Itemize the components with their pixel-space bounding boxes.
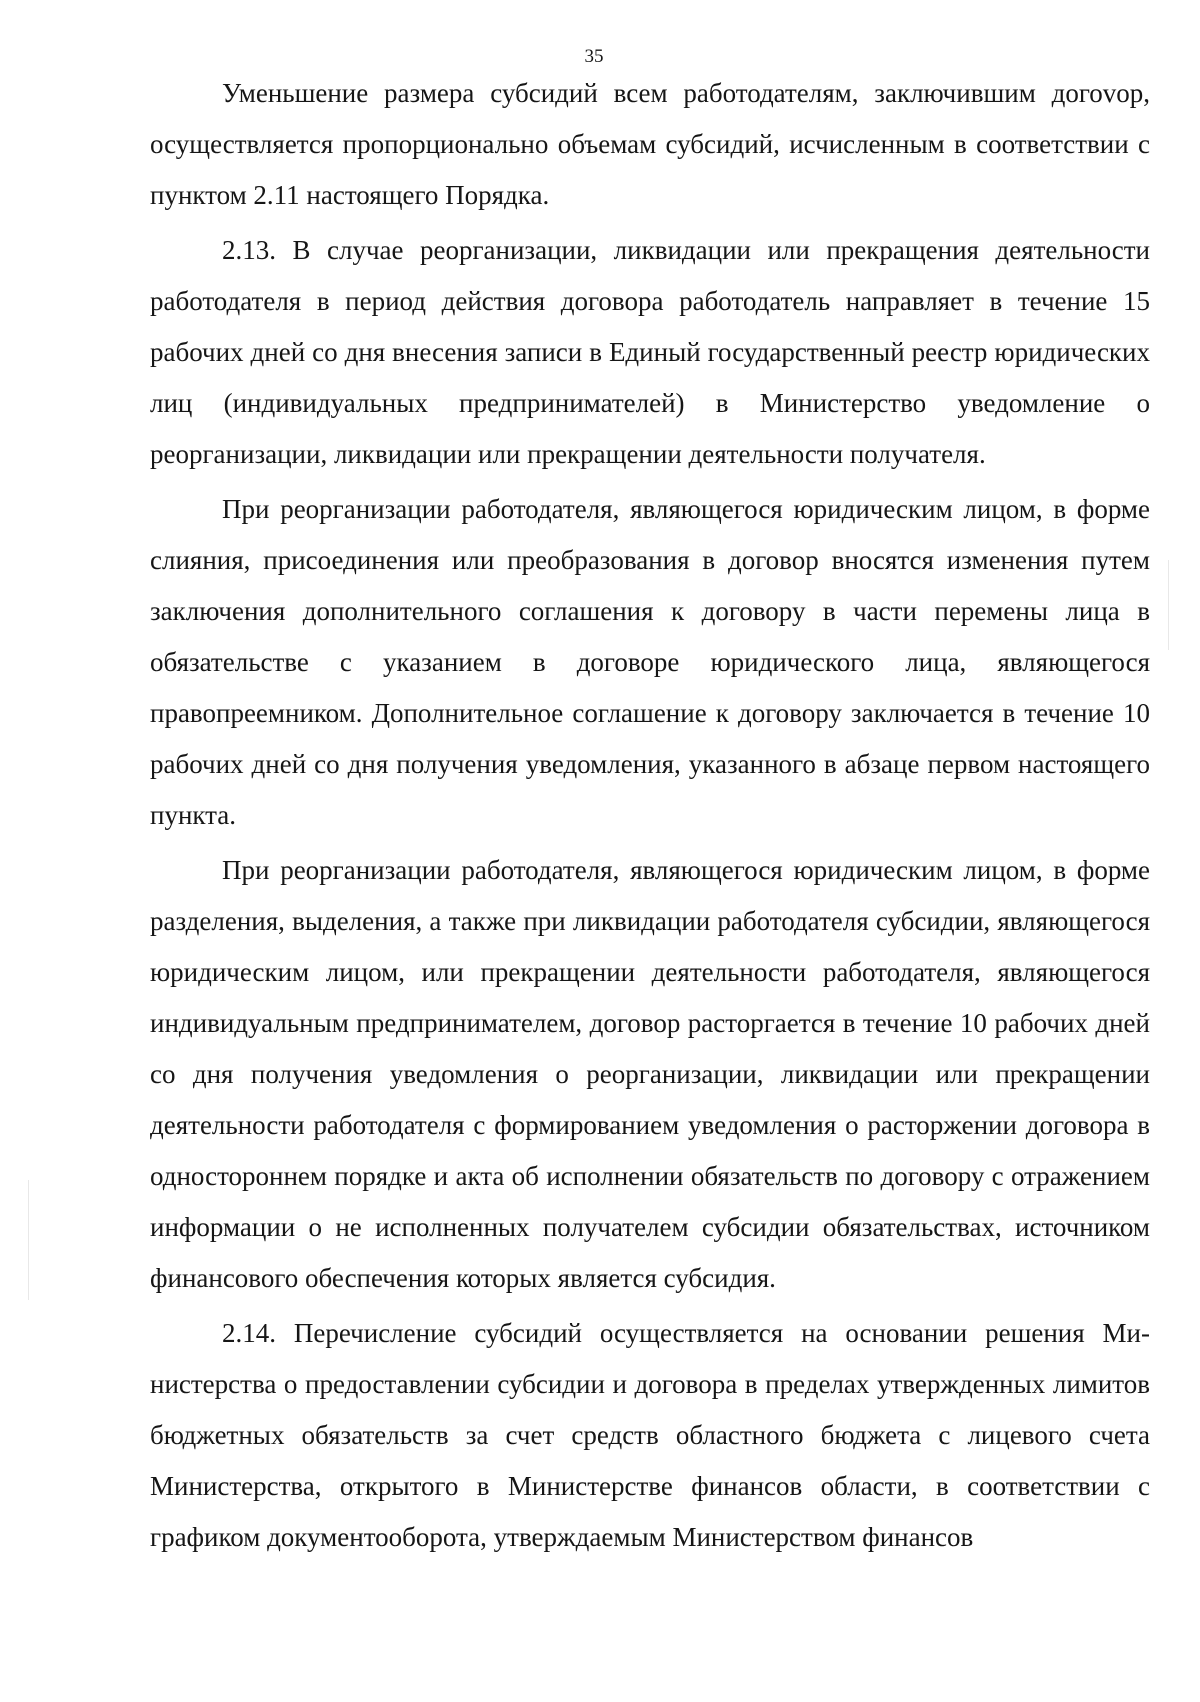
paragraph-merger-amendment: При реорганизации работодателя, являющегося юридическим лицом, в форме слияния, присоединения или преобразования в договор вносятся изменения путем заключения дополнительного соглашения к договору в части перемены лица в обязательстве с указанием в договоре юридического лица, являющегося правопреемником. Дополнительное соглашение к договору заключается в течение 10 рабочих дней со дня получения уведомления, указанного в абзаце первом настоящего пункта. — [150, 494, 1150, 830]
scan-edge-mark — [28, 1180, 29, 1300]
paragraph-division-termination: При реорганизации работодателя, являющегося юридическим лицом, в форме разделения, выделения, а также при ликвидации работодателя субсидии, являющегося юридическим лицом, или прекращении деятельности работодателя, являющегося индивидуальным предпринимателем, договор расторгается в течение 10 рабочих дней со дня получения уведомления о реорганизации, ликвидации или прекращении деятельности работодателя с формированием уведомления о расторжении договора в одностороннем порядке и акта об исполнении обязательств по договору с отражением информации о не исполненных получателем субсидии обязательствах, источником финансового обеспечения которых является субсидия. — [150, 855, 1150, 1293]
page-number: 35 — [584, 46, 604, 67]
paragraph-2-13-reorganization-notice: 2.13. В случае реорганизации, ликвидации или прекращения деятельности работодателя в период действия договора работодатель направляет в течение 15 рабочих дней со дня внесения записи в Единый государственный реестр юридических лиц (индивидуальных предпринимателей) в Министерство уведомление о реорганизации, ликвидации или прекращении деятельности получателя. — [150, 235, 1150, 469]
paragraph-subsidy-reduction: Уменьшение размера субсидий всем работодателям, заключившим догоvор, осуществляется пропорционально объемам субсидий, исчисленным в соответствии с пунктом 2.11 настоящего Порядка. — [150, 78, 1150, 210]
scan-edge-mark — [1168, 560, 1169, 650]
document-body — [150, 68, 1150, 1563]
paragraph-2-14-subsidy-transfer: 2.14. Перечисление субсидий осуществляется на основании решения Министерства о предоставлении субсидии и договора в пределах утвержденных лимитов бюджетных обязательств за счет средств областного бюджета с лицевого счета Министерства, открытого в Министерстве финансов области, в соответствии с графиком документооборота, утверждаемым Министерством финансов — [150, 1318, 1150, 1552]
